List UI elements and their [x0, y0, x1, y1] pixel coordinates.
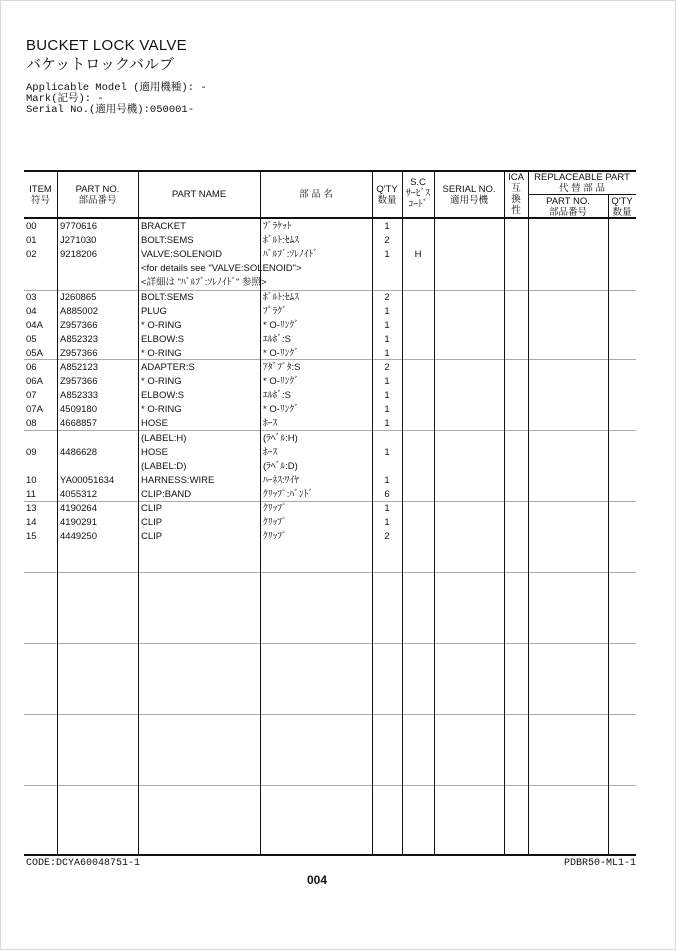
- mark: Mark(記号): -: [26, 93, 104, 105]
- cell-partname-jp: ﾎﾞﾙﾄ:ｾﾑｽ: [263, 291, 299, 303]
- group-separator: [24, 785, 636, 786]
- cell-item: 00: [26, 221, 37, 232]
- cell-qty: 2: [384, 235, 390, 247]
- group-separator: [24, 572, 636, 573]
- footer-code: CODE:DCYA60048751-1: [26, 858, 141, 869]
- cell-partname: <for details see "VALVE:SOLENOID">: [141, 263, 302, 275]
- cell-item: 05A: [26, 347, 43, 359]
- cell-partname-jp: ｸﾘｯﾌﾟ: [263, 517, 287, 529]
- cell-partname-jp: (ﾗﾍﾞﾙ:D): [263, 460, 298, 472]
- cell-qty: 1: [384, 376, 390, 388]
- repl-sub-rule: [528, 194, 636, 195]
- cell-item: 15: [26, 531, 37, 543]
- cell-item: 02: [26, 249, 37, 261]
- cell-partname: HARNESS:WIRE: [141, 474, 215, 486]
- cell-partname-jp: ﾌﾞﾗｹｯﾄ: [263, 221, 292, 232]
- cell-item: 07: [26, 390, 37, 402]
- hdr-partname-jp: 部 品 名: [299, 189, 333, 200]
- cell-qty: 1: [384, 503, 390, 514]
- parts-table: [24, 170, 636, 856]
- cell-qty: 1: [384, 404, 390, 416]
- cell-item: 06: [26, 362, 37, 373]
- cell-partname: VALVE:SOLENOID: [141, 249, 222, 261]
- group-separator: [24, 501, 636, 502]
- cell-partno: 4449250: [60, 531, 97, 543]
- group-separator: [24, 714, 636, 715]
- cell-partno: Z957366: [60, 376, 98, 388]
- hdr-qty: Q'TY 数量: [376, 184, 398, 206]
- hdr-replaceable: REPLACEABLE PART 代 替 部 品: [534, 172, 630, 194]
- cell-partno: 4190264: [60, 503, 97, 514]
- cell-partname: * O-RING: [141, 376, 182, 388]
- cell-partname: CLIP: [141, 517, 163, 529]
- cell-partno: 9218206: [60, 249, 97, 261]
- cell-partname-jp: ｴﾙﾎﾞ:S: [263, 390, 291, 402]
- cell-partname: CLIP:BAND: [141, 488, 192, 500]
- cell-partname: ADAPTER:S: [141, 362, 195, 373]
- table-bottom-rule: [24, 854, 636, 856]
- cell-partname-jp: * O-ﾘﾝｸﾞ: [263, 319, 299, 331]
- cell-partname-jp: * O-ﾘﾝｸﾞ: [263, 376, 299, 388]
- cell-qty: 2: [384, 291, 390, 303]
- col-divider: [138, 170, 139, 856]
- title-en: BUCKET LOCK VALVE: [26, 37, 187, 54]
- group-separator: [24, 643, 636, 644]
- cell-partname: <詳細は "ﾊﾞﾙﾌﾞ:ｿﾚﾉｲﾄﾞ" 参照>: [141, 277, 267, 289]
- cell-partno: 4190291: [60, 517, 97, 529]
- cell-partname: * O-RING: [141, 347, 182, 359]
- cell-qty: 1: [384, 347, 390, 359]
- cell-partname: * O-RING: [141, 404, 182, 416]
- cell-partname-jp: ﾌﾟﾗｸﾞ: [263, 305, 287, 317]
- cell-partno: J260865: [60, 291, 97, 303]
- cell-partname: BOLT:SEMS: [141, 291, 194, 303]
- cell-partno: 4509180: [60, 404, 97, 416]
- col-divider: [57, 170, 58, 856]
- group-separator: [24, 359, 636, 360]
- cell-partno: Z957366: [60, 347, 98, 359]
- cell-partname: PLUG: [141, 305, 167, 317]
- cell-item: 07A: [26, 404, 43, 416]
- cell-sc: H: [414, 249, 422, 261]
- cell-partno: A885002: [60, 305, 99, 317]
- cell-partname: CLIP: [141, 503, 163, 514]
- cell-item: 06A: [26, 376, 43, 388]
- cell-partname-jp: ﾎｰｽ: [263, 418, 278, 430]
- cell-partno: 4486628: [60, 446, 97, 458]
- cell-partname-jp: ｱﾀﾞﾌﾟﾀ:S: [263, 362, 301, 373]
- page-number: 004: [307, 873, 328, 887]
- cell-item: 14: [26, 517, 37, 529]
- serial-no: Serial No.(適用号機):050001-: [26, 104, 195, 116]
- cell-item: 05: [26, 333, 37, 345]
- cell-partname: * O-RING: [141, 319, 182, 331]
- cell-partno: 4668857: [60, 418, 97, 430]
- cell-partno: A852123: [60, 362, 99, 373]
- cell-partname: CLIP: [141, 531, 163, 543]
- cell-item: 11: [26, 488, 36, 500]
- cell-partname-jp: ｸﾘｯﾌﾟ: [263, 503, 287, 514]
- cell-qty: 1: [384, 249, 390, 261]
- cell-qty: 6: [384, 488, 390, 500]
- hdr-repl-partno: PART NO. 部品番号: [546, 196, 590, 218]
- cell-partname: BOLT:SEMS: [141, 235, 194, 247]
- cell-partno: Z957366: [60, 319, 98, 331]
- cell-partno: J271030: [60, 235, 97, 247]
- cell-item: 09: [26, 446, 37, 458]
- cell-partno: 9770616: [60, 221, 97, 232]
- cell-qty: 1: [384, 446, 390, 458]
- cell-qty: 1: [384, 474, 390, 486]
- cell-qty: 1: [384, 418, 390, 430]
- cell-partname-jp: ｴﾙﾎﾞ:S: [263, 333, 291, 345]
- cell-qty: 2: [384, 531, 390, 543]
- col-divider: [504, 170, 505, 856]
- col-divider: [528, 170, 529, 856]
- cell-qty: 1: [384, 390, 390, 402]
- cell-qty: 1: [384, 221, 390, 232]
- cell-partno: A852333: [60, 390, 99, 402]
- cell-qty: 1: [384, 305, 390, 317]
- cell-qty: 1: [384, 333, 390, 345]
- cell-partname-jp: * O-ﾘﾝｸﾞ: [263, 404, 299, 416]
- cell-partname-jp: * O-ﾘﾝｸﾞ: [263, 347, 299, 359]
- cell-item: 04A: [26, 319, 43, 331]
- cell-partname: ELBOW:S: [141, 333, 185, 345]
- cell-partno: 4055312: [60, 488, 97, 500]
- cell-partname: (LABEL:D): [141, 460, 187, 472]
- hdr-partname: PART NAME: [171, 189, 227, 200]
- hdr-sc: S.C ｻｰﾋﾞｽ ｺｰﾄﾞ: [406, 177, 430, 210]
- hdr-repl-qty: Q'TY 数量: [611, 196, 633, 218]
- cell-qty: 1: [384, 319, 390, 331]
- cell-item: 13: [26, 503, 37, 514]
- footer-pcode: PDBR50-ML1-1: [563, 858, 636, 869]
- hdr-item: ITEM 符号: [29, 184, 52, 206]
- col-divider: [402, 170, 403, 856]
- cell-qty: 1: [384, 517, 390, 529]
- cell-partname-jp: ﾊﾞﾙﾌﾞ:ｿﾚﾉｲﾄﾞ: [263, 249, 318, 261]
- cell-partname: (LABEL:H): [141, 432, 187, 444]
- cell-partname-jp: (ﾗﾍﾞﾙ:H): [263, 432, 298, 444]
- col-divider: [608, 194, 609, 856]
- cell-partname: BRACKET: [141, 221, 186, 232]
- cell-partname-jp: ﾊｰﾈｽ:ﾜｲﾔ: [263, 474, 299, 486]
- hdr-serial: SERIAL NO. 適用号機: [442, 184, 496, 206]
- cell-partname: HOSE: [141, 418, 168, 430]
- hdr-partno: PART NO. 部品番号: [75, 184, 120, 206]
- cell-partno: A852323: [60, 333, 99, 345]
- title-jp: バケットロックバルブ: [26, 56, 175, 73]
- group-separator: [24, 290, 636, 291]
- cell-partname-jp: ｸﾘｯﾌﾟ:ﾊﾞﾝﾄﾞ: [263, 488, 314, 500]
- cell-item: 04: [26, 305, 37, 317]
- cell-partname: HOSE: [141, 446, 168, 458]
- applicable-model: Applicable Model (適用機種): -: [26, 82, 207, 94]
- group-separator: [24, 430, 636, 431]
- hdr-ica: ICA 互 換 性: [508, 172, 524, 216]
- cell-qty: 2: [384, 362, 390, 373]
- cell-item: 03: [26, 291, 37, 303]
- cell-partname-jp: ﾎﾞﾙﾄ:ｾﾑｽ: [263, 235, 299, 247]
- cell-partno: YA00051634: [60, 474, 115, 486]
- cell-partname-jp: ﾎｰｽ: [263, 446, 278, 458]
- cell-partname-jp: ｸﾘｯﾌﾟ: [263, 531, 287, 543]
- col-divider: [434, 170, 435, 856]
- cell-item: 01: [26, 235, 37, 247]
- cell-item: 08: [26, 418, 37, 430]
- cell-item: 10: [26, 474, 37, 486]
- cell-partname: ELBOW:S: [141, 390, 185, 402]
